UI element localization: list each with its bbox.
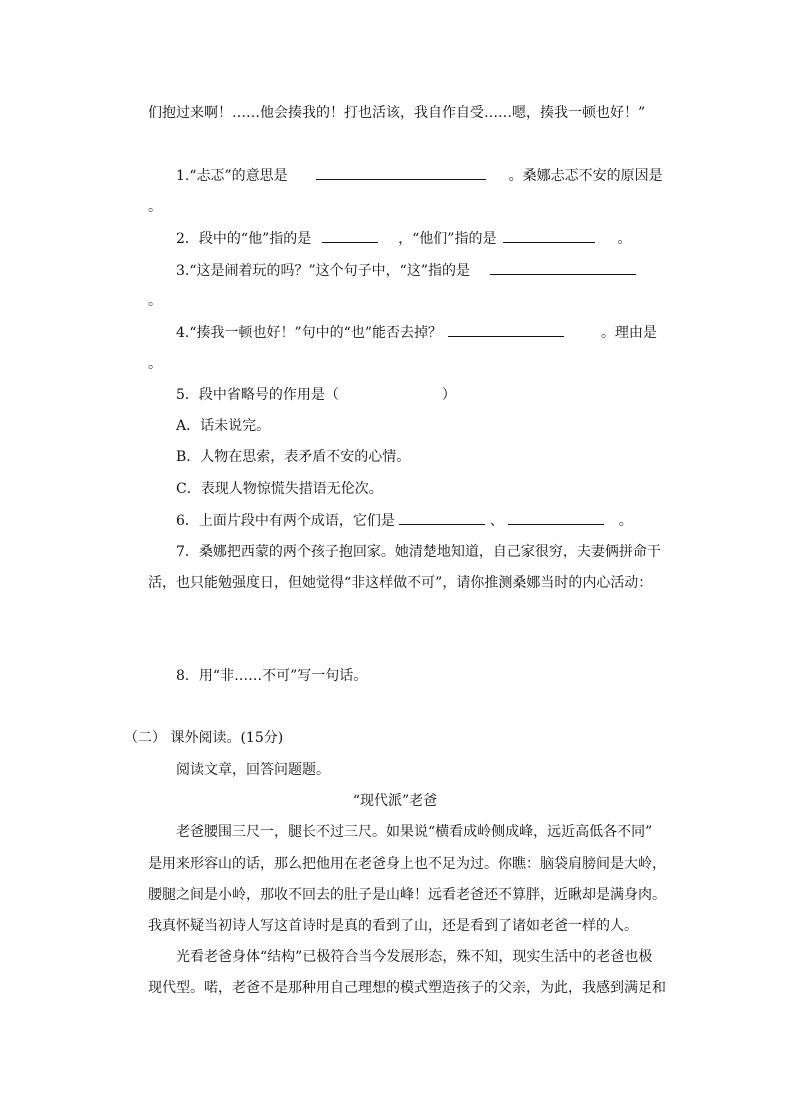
answer-blank-4[interactable]: [448, 322, 564, 337]
option-b: B．人物在思索，表矛盾不安的心情。: [176, 449, 411, 465]
answer-blank-3[interactable]: [490, 260, 636, 275]
text-line-continuation: 们抱过来啊！……他会揍我的！打也活该，我自作自受……嗯，揍我一顿也好！”: [148, 105, 646, 121]
question-6: [176, 510, 633, 531]
question-6-prefix: 6．上面片段中有两个成语，它们是: [176, 513, 395, 529]
answer-blank-6b[interactable]: [508, 510, 604, 525]
question-2-end: 。: [617, 231, 632, 247]
question-1-prefix: 1.“忐忑”的意思是: [176, 168, 288, 184]
option-c: C．表现人物惊慌失措语无伦次。: [176, 481, 383, 497]
question-7-line-2: 活，也只能勉强度日，但她觉得“非这样做不可”，请你推测桑娜当时的内心活动：: [148, 575, 653, 591]
question-7-line-1: 7．桑娜把西蒙的两个孩子抱回家。她清楚地知道，自己家很穷，夫妻俩拼命干: [176, 544, 661, 560]
question-4-end: 。: [148, 356, 162, 372]
question-3: [176, 260, 636, 281]
question-5-stem: 5．段中省略号的作用是（: [176, 387, 339, 403]
answer-blank-1b[interactable]: 。: [148, 199, 162, 215]
question-5-stem-close: ）: [441, 387, 456, 403]
answer-blank-6a[interactable]: [399, 510, 485, 525]
section-instruction: 阅读文章，回答问题题。: [176, 762, 330, 778]
article-line-3: 腰腿之间是小岭，那收不回去的肚子是山峰！远看老爸还不算胖，近瞅却是满身肉。: [148, 887, 666, 903]
section-heading: （二） 课外阅读。(15分): [124, 730, 284, 746]
question-3-prefix: 3.“这是闹着玩的吗？”这个句子中，“这”指的是: [176, 263, 470, 279]
article-title: “现代派”老爸: [352, 793, 438, 809]
question-2-prefix: 2．段中的“他”指的是: [176, 231, 312, 247]
question-4: [176, 322, 657, 343]
answer-blank-1a[interactable]: [316, 165, 486, 180]
question-3-end: 。: [148, 293, 162, 309]
article-line-1: 老爸腰围三尺一，腿长不过三尺。如果说“横看成岭侧成峰，远近高低各不同”: [176, 824, 653, 840]
answer-blank-2b[interactable]: [503, 228, 595, 243]
question-6-end: 。: [618, 513, 633, 529]
question-2: [176, 228, 631, 249]
question-4-middle: 。理由是: [600, 325, 657, 341]
article-line-6: 现代型。喏，老爸不是那种用自己理想的模式塑造孩子的父亲，为此，我感到满足和: [148, 980, 666, 996]
article-line-5: 光看老爸身体“结构”已极符合当今发展形态，殊不知，现实生活中的老爸也极: [176, 949, 653, 965]
question-4-prefix: 4.“揍我一顿也好！”句中的“也”能否去掉？: [176, 325, 442, 341]
answer-blank-2a[interactable]: [322, 228, 378, 243]
article-line-4: 我真怀疑当初诗人写这首诗时是真的看到了山，还是看到了诸如老爸一样的人。: [148, 918, 638, 934]
question-1: [176, 165, 663, 186]
question-5: [176, 385, 456, 405]
question-6-sep: 、: [489, 513, 504, 529]
question-1-middle: 。桑娜忐忑不安的原因是: [508, 168, 663, 184]
question-2-middle: ，“他们”指的是: [398, 231, 497, 247]
option-a: A．话未说完。: [176, 418, 271, 434]
article-line-2: 是用来形容山的话，那么把他用在老爸身上也不足为过。你瞧：脑袋肩膀间是大岭，: [148, 856, 666, 872]
question-8: 8．用“非……不可”写一句话。: [176, 668, 368, 684]
